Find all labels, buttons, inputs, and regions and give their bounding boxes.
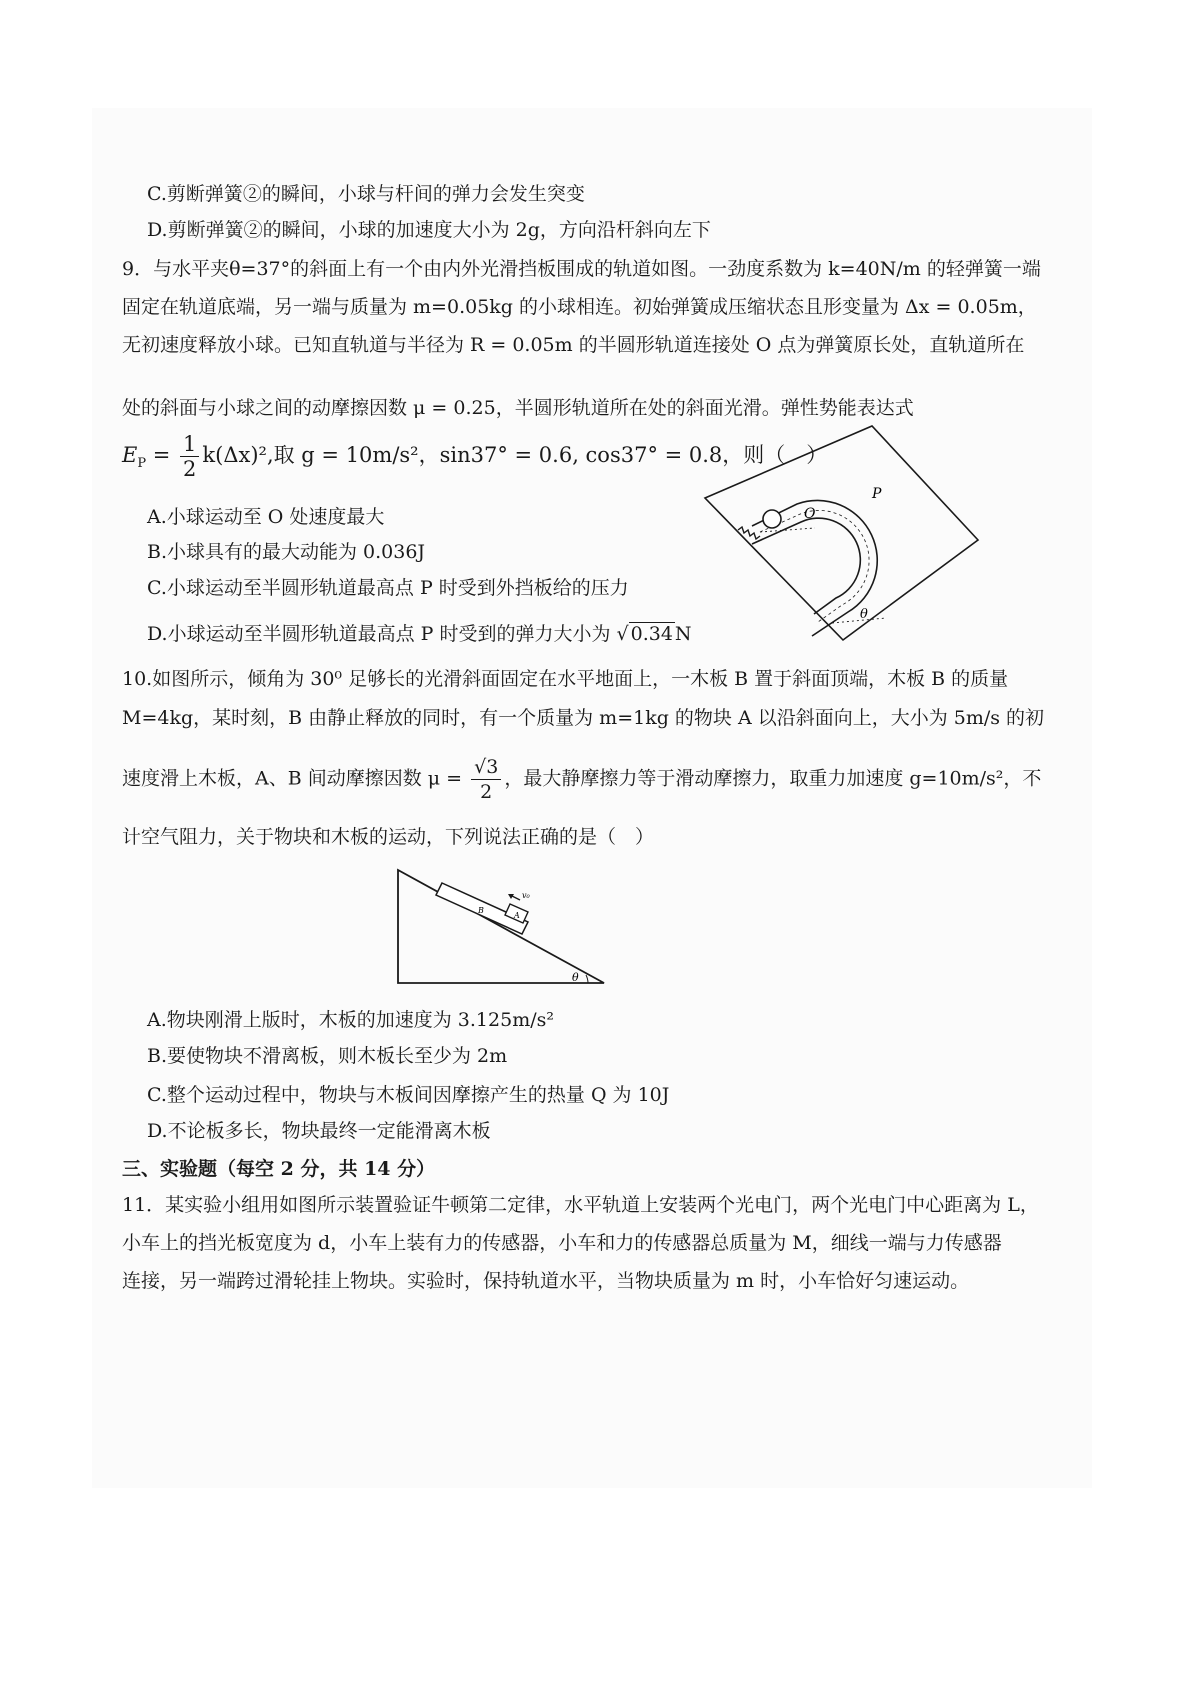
ball bbox=[763, 510, 781, 528]
option-d-text: D.小球运动至半圆形轨道最高点 P 时受到的弹力大小为 bbox=[147, 623, 617, 645]
incline-surface-outline bbox=[705, 426, 978, 640]
q10-option-c: C.整个运动过程中，物块与木板间因摩擦产生的热量 Q 为 10J bbox=[147, 1084, 670, 1106]
q8-option-c: C.剪断弹簧②的瞬间，小球与杆间的弹力会发生突变 bbox=[147, 183, 585, 205]
q9-option-a: A.小球运动至 O 处速度最大 bbox=[147, 506, 385, 528]
q10-option-d: D.不论板多长，物块最终一定能滑离木板 bbox=[147, 1120, 491, 1142]
q10-stem-line-1: 10.如图所示，倾角为 30⁰ 足够长的光滑斜面固定在水平地面上，一木板 B 置于斜面顶端，木板 B 的质量 bbox=[122, 668, 1009, 690]
mu-fraction bbox=[471, 755, 501, 804]
option-d-unit: N bbox=[674, 623, 692, 645]
q11-stem-line-2: 小车上的挡光板宽度为 d，小车上装有力的传感器，小车和力的传感器总质量为 M，细线一端与力传感器 bbox=[122, 1232, 1002, 1254]
q9-stem-line-1: 9．与水平夹θ=37°的斜面上有一个由内外光滑挡板围成的轨道如图。一劲度系数为 k=40N/m 的轻弹簧一端 bbox=[122, 258, 1041, 280]
q9-option-d: D.小球运动至半圆形轨道最高点 P 时受到的弹力大小为 √ 0.34 N bbox=[147, 623, 692, 645]
q10-stem-line-2: M=4kg，某时刻，B 由静止释放的同时，有一个质量为 m=1kg 的物块 A 以沿斜面向上，大小为 5m/s 的初 bbox=[122, 707, 1045, 729]
q9-option-b: B.小球具有的最大动能为 0.036J bbox=[147, 541, 426, 563]
incline-triangle bbox=[398, 870, 604, 983]
q9-figure-track bbox=[700, 418, 990, 648]
fraction-numerator: 1 bbox=[180, 432, 199, 457]
q10-stem-line-3 bbox=[122, 755, 1041, 804]
label-theta: θ bbox=[860, 607, 868, 622]
q10-figure-incline bbox=[390, 862, 620, 992]
angle-arc bbox=[586, 975, 588, 983]
angle-reference-line-lower bbox=[832, 618, 886, 623]
formula-equals: = bbox=[146, 443, 178, 467]
label-a: A bbox=[514, 911, 520, 920]
q11-stem-line-3: 连接，另一端跨过滑轮挂上物块。实验时，保持轨道水平，当物块质量为 m 时，小车恰好匀速运动。 bbox=[122, 1270, 970, 1292]
section-3-heading: 三、实验题（每空 2 分，共 14 分） bbox=[122, 1158, 436, 1180]
q10-option-b: B.要使物块不滑离板，则木板长至少为 2m bbox=[147, 1045, 508, 1067]
option-d-radicand: 0.34 bbox=[630, 623, 673, 645]
label-b: B bbox=[478, 906, 484, 915]
inner-track-wall bbox=[752, 518, 860, 614]
q9-stem-line-2: 固定在轨道底端，另一端与质量为 m=0.05kg 的小球相连。初始弹簧成压缩状态且形变量为 Δx = 0.05m， bbox=[122, 296, 1037, 318]
label-o: O bbox=[804, 506, 816, 522]
label-p: P bbox=[872, 486, 882, 502]
label-theta: θ bbox=[572, 971, 579, 984]
label-v0: v₀ bbox=[522, 891, 530, 900]
fraction-numerator: √3 bbox=[471, 755, 501, 780]
q9-stem-line-4: 处的斜面与小球之间的动摩擦因数 μ = 0.25，半圆形轨道所在处的斜面光滑。弹性势能表达式 bbox=[122, 397, 914, 419]
q11-stem-line-1: 11．某实验小组用如图所示装置验证牛顿第二定律，水平轨道上安装两个光电门，两个光电门中心距离为 L， bbox=[122, 1194, 1039, 1216]
fraction-denominator: 2 bbox=[183, 457, 197, 481]
q8-option-d: D.剪断弹簧②的瞬间，小球的加速度大小为 2g，方向沿杆斜向左下 bbox=[147, 219, 711, 241]
q9-option-c: C.小球运动至半圆形轨道最高点 P 时受到外挡板给的压力 bbox=[147, 577, 629, 599]
formula-rest: k(Δx)²,取 g = 10m/s²，sin37° = 0.6, cos37° = 0.8，则（ ） bbox=[202, 443, 828, 467]
q9-stem-line-3: 无初速度释放小球。已知直轨道与半径为 R = 0.05m 的半圆形轨道连接处 O 点为弹簧原长处，直轨道所在 bbox=[122, 334, 1025, 356]
formula-subscript: P bbox=[137, 456, 147, 472]
fraction-denominator: 2 bbox=[480, 781, 493, 803]
stem-text-post: ，最大静摩擦力等于滑动摩擦力，取重力加速度 g=10m/s²，不 bbox=[504, 767, 1042, 790]
q10-option-a: A.物块刚滑上版时，木板的加速度为 3.125m/s² bbox=[147, 1009, 554, 1031]
formula-fraction bbox=[180, 432, 199, 481]
stem-text-pre: 速度滑上木板，A、B 间动摩擦因数 μ = bbox=[122, 767, 469, 790]
formula-symbol: E bbox=[122, 443, 138, 467]
spring bbox=[738, 527, 760, 539]
q10-stem-line-4: 计空气阻力，关于物块和木板的运动，下列说法正确的是（ ） bbox=[122, 826, 655, 848]
